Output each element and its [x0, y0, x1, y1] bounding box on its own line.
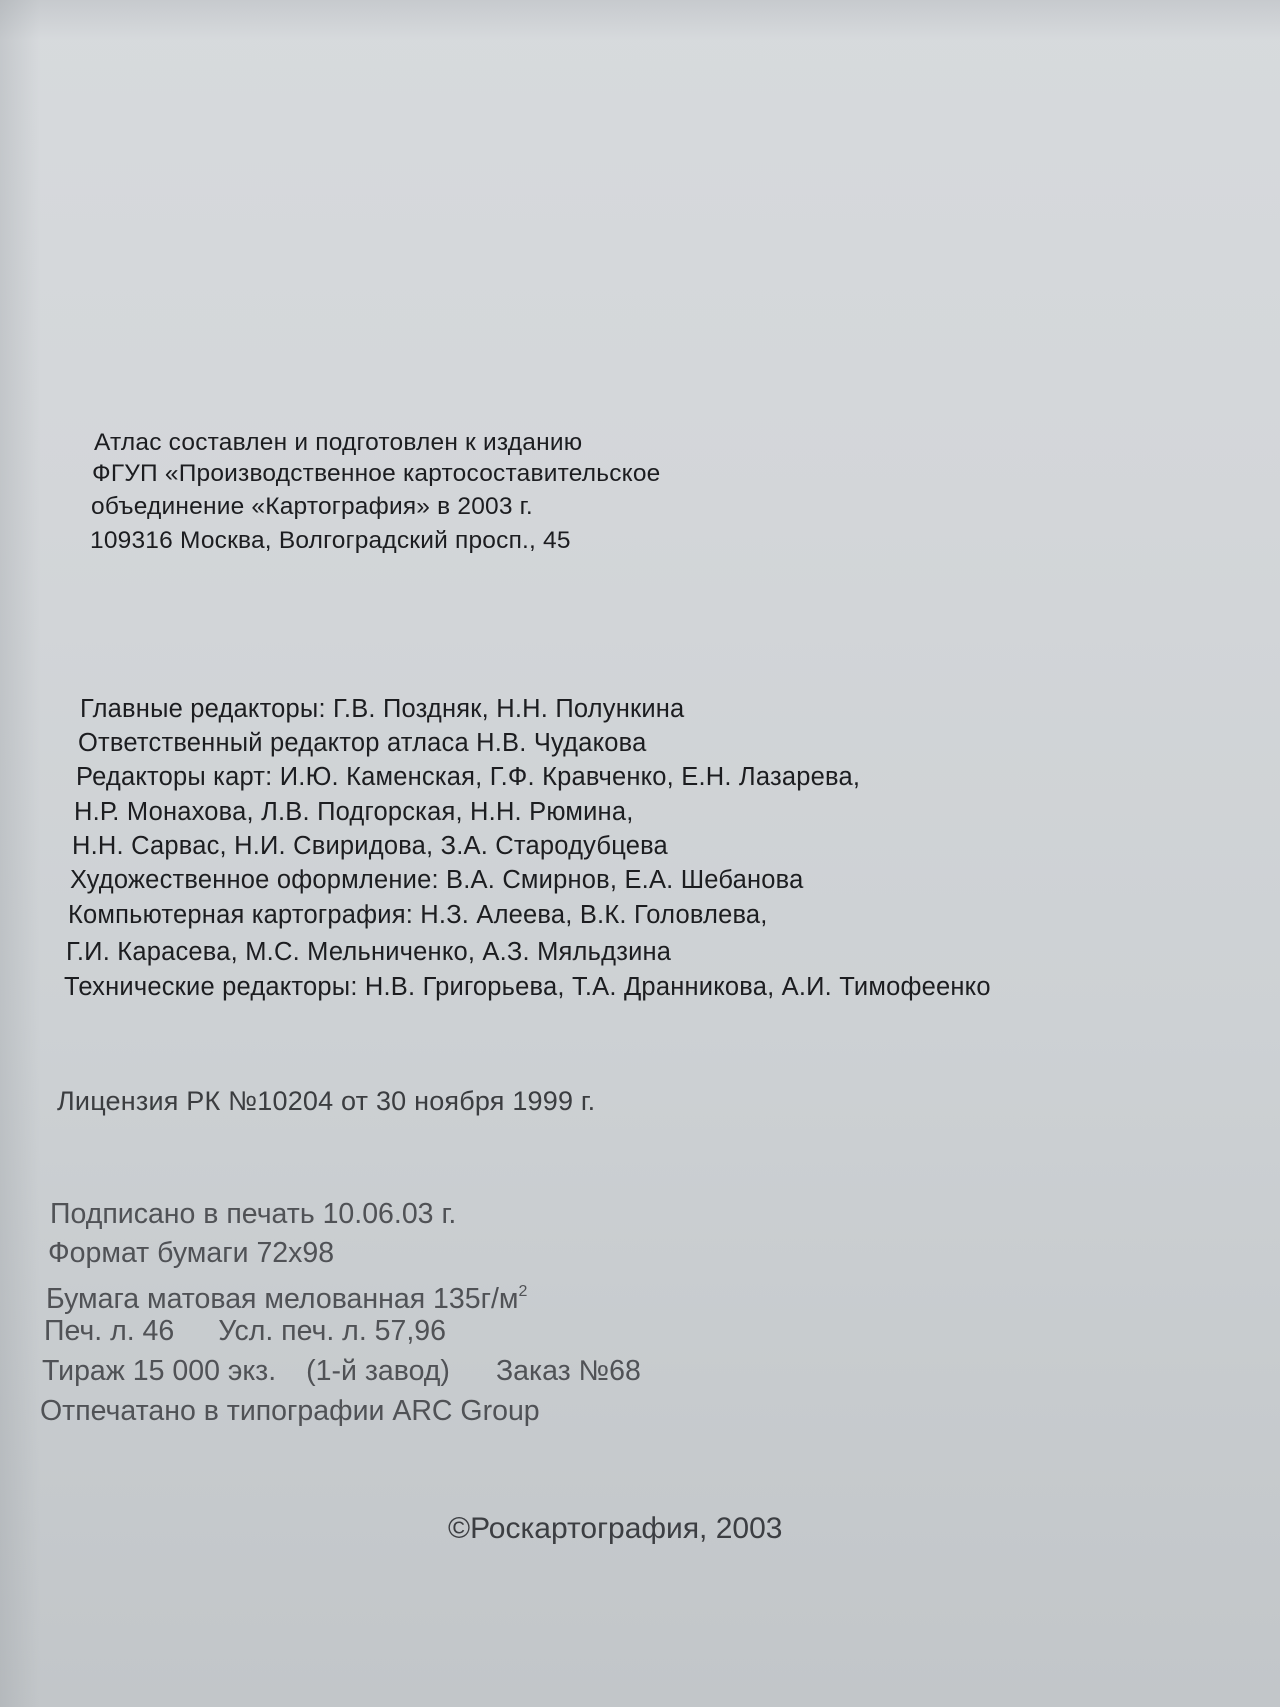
- editors-line-3: Редакторы карт: И.Ю. Каменская, Г.Ф. Кравченко, Е.Н. Лазарева,: [76, 763, 861, 791]
- order-number: Заказ №68: [495, 1355, 641, 1387]
- page-shadow-left: [0, 0, 40, 1707]
- editors-line-1: Главные редакторы: Г.В. Поздняк, Н.Н. Полункина: [80, 695, 685, 723]
- paper-type-text: Бумага матовая мелованная 135г/м: [46, 1283, 519, 1315]
- paper-type: [46, 1277, 527, 1314]
- paper-type-sup: 2: [518, 1283, 528, 1300]
- copyright: ©Роскартография, 2003: [448, 1512, 783, 1545]
- production-line-4: 109316 Москва, Волгоградский просп., 45: [90, 527, 571, 554]
- page-shadow-top: [0, 0, 1280, 40]
- sheets-line: [44, 1316, 446, 1346]
- signed-to-print: Подписано в печать 10.06.03 г.: [50, 1198, 457, 1230]
- printed-by: Отпечатано в типографии ARC Group: [40, 1395, 540, 1427]
- paper-format: Формат бумаги 72х98: [48, 1237, 335, 1269]
- editors-line-5: Н.Н. Сарвас, Н.И. Свиридова, З.А. Стародубцева: [72, 832, 668, 860]
- editors-line-4: Н.Р. Монахова, Л.В. Подгорская, Н.Н. Рюмина,: [74, 798, 634, 826]
- editors-line-2: Ответственный редактор атласа Н.В. Чудакова: [78, 729, 647, 757]
- editors-line-8: Г.И. Карасева, М.С. Мельниченко, А.З. Мяльдзина: [66, 938, 672, 966]
- production-line-3: объединение «Картография» в 2003 г.: [91, 493, 533, 520]
- circulation-line: [42, 1356, 641, 1386]
- editors-line-7: Компьютерная картография: Н.З. Алеева, В.К. Головлева,: [68, 901, 768, 929]
- plant: (1-й завод): [306, 1355, 450, 1387]
- editors-line-9: Технические редакторы: Н.В. Григорьева, Т.А. Дранникова, А.И. Тимофеенко: [64, 973, 991, 1001]
- license-text: Лицензия РК №10204 от 30 ноября 1999 г.: [57, 1086, 596, 1116]
- editors-line-6: Художественное оформление: В.А. Смирнов, Е.А. Шебанова: [70, 866, 804, 894]
- printed-sheets: Печ. л. 46: [44, 1315, 175, 1347]
- production-line-2: ФГУП «Производственное картосоставительское: [92, 460, 661, 487]
- production-line-1: Атлас составлен и подготовлен к изданию: [94, 429, 583, 456]
- conventional-sheets: Усл. печ. л. 57,96: [218, 1315, 446, 1347]
- circulation: Тираж 15 000 экз.: [42, 1355, 277, 1387]
